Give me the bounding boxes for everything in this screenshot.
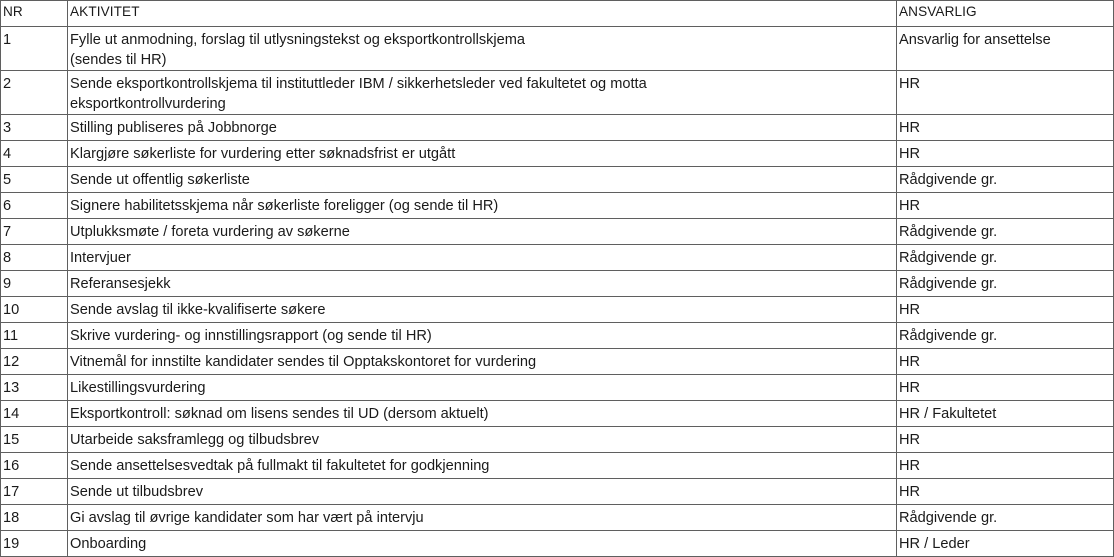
header-row: [1, 1, 1114, 27]
row-nr: 18: [1, 505, 68, 531]
table-row: [1, 323, 1114, 349]
table-row: [1, 167, 1114, 193]
row-nr: 1: [1, 27, 68, 71]
row-responsible: HR: [897, 71, 1114, 115]
row-responsible: Rådgivende gr.: [897, 167, 1114, 193]
row-nr: 12: [1, 349, 68, 375]
row-activity: Onboarding: [68, 531, 897, 557]
row-nr: 7: [1, 219, 68, 245]
table-row: [1, 453, 1114, 479]
table-row: [1, 375, 1114, 401]
row-responsible: Rådgivende gr.: [897, 245, 1114, 271]
row-nr: 6: [1, 193, 68, 219]
row-activity: Fylle ut anmodning, forslag til utlysningstekst og eksportkontrollskjema (sendes til HR): [68, 27, 897, 71]
row-activity: Gi avslag til øvrige kandidater som har vært på intervju: [68, 505, 897, 531]
row-activity: Likestillingsvurdering: [68, 375, 897, 401]
row-responsible: HR: [897, 349, 1114, 375]
row-activity: Referansesjekk: [68, 271, 897, 297]
row-activity: Klargjøre søkerliste for vurdering etter søknadsfrist er utgått: [68, 141, 897, 167]
table-row: [1, 531, 1114, 557]
table-row: [1, 71, 1114, 115]
row-responsible: HR: [897, 297, 1114, 323]
row-activity: Sende avslag til ikke-kvalifiserte søkere: [68, 297, 897, 323]
row-responsible: Rådgivende gr.: [897, 271, 1114, 297]
row-activity: Utplukksmøte / foreta vurdering av søkerne: [68, 219, 897, 245]
row-nr: 14: [1, 401, 68, 427]
row-responsible: HR: [897, 479, 1114, 505]
row-activity: Skrive vurdering- og innstillingsrapport (og sende til HR): [68, 323, 897, 349]
header-responsible: ANSVARLIG: [897, 1, 1114, 27]
row-nr: 9: [1, 271, 68, 297]
row-responsible: Ansvarlig for ansettelse: [897, 27, 1114, 71]
table-row: [1, 219, 1114, 245]
row-nr: 3: [1, 115, 68, 141]
row-responsible: HR: [897, 453, 1114, 479]
row-activity: Signere habilitetsskjema når søkerliste foreligger (og sende til HR): [68, 193, 897, 219]
table-row: [1, 141, 1114, 167]
table-row: [1, 245, 1114, 271]
header-activity: AKTIVITET: [68, 1, 897, 27]
row-nr: 16: [1, 453, 68, 479]
row-activity: Utarbeide saksframlegg og tilbudsbrev: [68, 427, 897, 453]
table-row: [1, 115, 1114, 141]
row-responsible: HR: [897, 115, 1114, 141]
row-activity: Vitnemål for innstilte kandidater sendes til Opptakskontoret for vurdering: [68, 349, 897, 375]
table-row: [1, 479, 1114, 505]
row-nr: 2: [1, 71, 68, 115]
row-nr: 8: [1, 245, 68, 271]
row-activity: Intervjuer: [68, 245, 897, 271]
table-row: [1, 271, 1114, 297]
table-row: [1, 297, 1114, 323]
row-responsible: HR: [897, 141, 1114, 167]
table-row: [1, 505, 1114, 531]
table-row: [1, 401, 1114, 427]
row-activity: Stilling publiseres på Jobbnorge: [68, 115, 897, 141]
row-activity: Sende eksportkontrollskjema til instituttleder IBM / sikkerhetsleder ved fakultetet og motta eksportkontrollvurdering: [68, 71, 897, 115]
row-responsible: HR: [897, 375, 1114, 401]
row-responsible: HR: [897, 193, 1114, 219]
header-nr: NR: [1, 1, 68, 27]
row-responsible: Rådgivende gr.: [897, 323, 1114, 349]
row-responsible: HR / Leder: [897, 531, 1114, 557]
row-nr: 11: [1, 323, 68, 349]
row-responsible: Rådgivende gr.: [897, 219, 1114, 245]
row-responsible: HR: [897, 427, 1114, 453]
row-nr: 5: [1, 167, 68, 193]
table-row: [1, 427, 1114, 453]
row-nr: 10: [1, 297, 68, 323]
row-nr: 19: [1, 531, 68, 557]
row-responsible: Rådgivende gr.: [897, 505, 1114, 531]
row-nr: 15: [1, 427, 68, 453]
table-row: [1, 193, 1114, 219]
row-activity: Sende ansettelsesvedtak på fullmakt til fakultetet for godkjenning: [68, 453, 897, 479]
table-row: [1, 349, 1114, 375]
row-nr: 13: [1, 375, 68, 401]
table-row: [1, 27, 1114, 71]
row-nr: 4: [1, 141, 68, 167]
row-nr: 17: [1, 479, 68, 505]
row-activity: Sende ut tilbudsbrev: [68, 479, 897, 505]
row-activity: Sende ut offentlig søkerliste: [68, 167, 897, 193]
row-activity: Eksportkontroll: søknad om lisens sendes til UD (dersom aktuelt): [68, 401, 897, 427]
row-responsible: HR / Fakultetet: [897, 401, 1114, 427]
